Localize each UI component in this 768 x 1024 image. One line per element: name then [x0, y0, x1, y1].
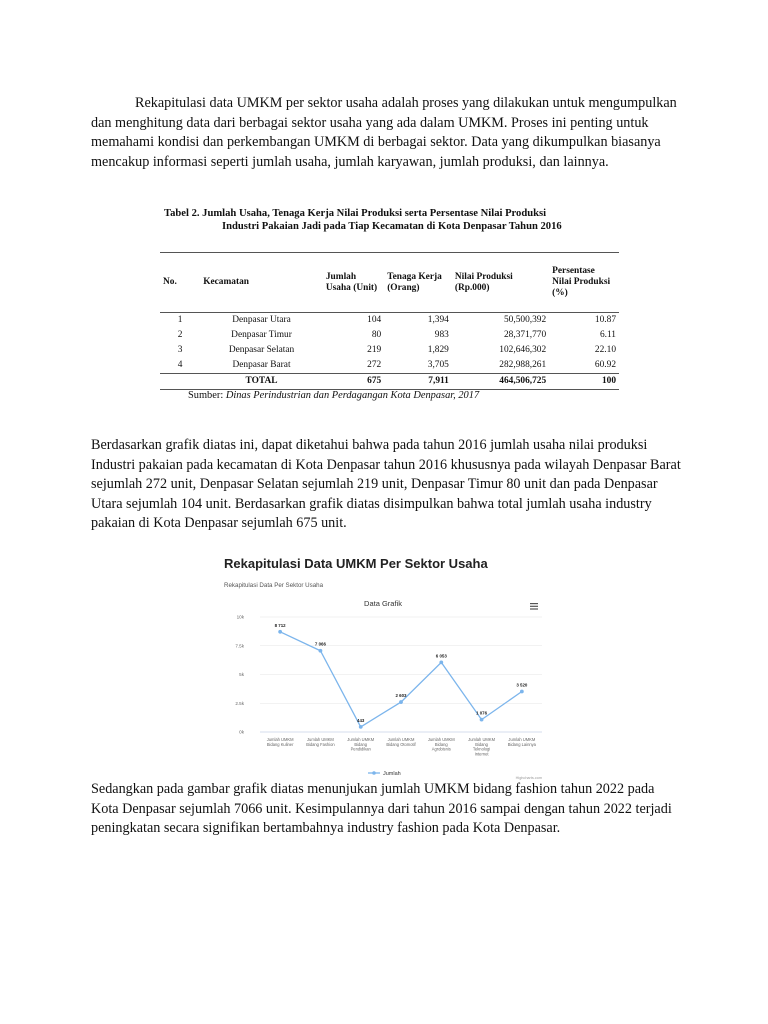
- data-label: 1 076: [476, 710, 488, 716]
- cell-nilai: 282,988,261: [499, 360, 547, 370]
- cell-usaha: 272: [367, 360, 382, 370]
- intro-paragraph: Rekapitulasi data UMKM per sektor usaha adalah proses yang dilakukan untuk mengumpulkan dan menghitung data dari berbagai sektor usaha yang ada dalam UMKM. Proses ini penting untuk memahami kondisi dan perkembangan UMKM di berbagai sektor. Data yang dikumpulkan biasanya mencakup informasi seperti jumlah usaha, jumlah karyawan, jumlah produksi, dan lainnya.: [91, 95, 677, 170]
- x-tick-label: Jumlah UMKM Bidang Fashion: [306, 737, 335, 747]
- header-persen: Persentase Nilai Produksi (%): [549, 253, 619, 313]
- table-total-row: [160, 374, 619, 390]
- cell-persen: 6.11: [599, 330, 616, 340]
- y-tick-label: 7.5k: [235, 643, 244, 649]
- cell-kecamatan: Denpasar Utara: [232, 315, 291, 325]
- umkm-chart: [212, 548, 544, 780]
- total-usaha: 675: [323, 374, 384, 390]
- data-point: [359, 725, 363, 729]
- menu-icon[interactable]: [530, 603, 538, 610]
- data-label: 6 053: [435, 653, 447, 659]
- data-point: [480, 718, 484, 722]
- table-title-line2: Industri Pakaian Jadi pada Tiap Kecamatan di Kota Denpasar Tahun 2016: [222, 221, 562, 232]
- data-label: 443: [357, 717, 365, 723]
- x-tick-label: Jumlah UMKM Bidang Lainnya: [507, 737, 536, 747]
- chart-legend[interactable]: [368, 771, 401, 777]
- cell-empty: [160, 374, 200, 390]
- table-row: [160, 328, 619, 343]
- cell-nilai: 102,646,302: [499, 345, 547, 355]
- y-tick-label: 5k: [239, 672, 244, 677]
- production-table: [160, 252, 619, 390]
- chart-subtitle: Rekapitulasi Data Per Sektor Usaha: [224, 582, 324, 589]
- data-point: [439, 660, 443, 664]
- cell-no: 1: [177, 315, 183, 325]
- header-tenaga: Tenaga Kerja (Orang): [384, 253, 452, 313]
- header-usaha: Jumlah Usaha (Unit): [323, 253, 384, 313]
- chart-title: Rekapitulasi Data UMKM Per Sektor Usaha: [224, 556, 488, 571]
- table-figure: [160, 207, 620, 401]
- cell-no: 2: [177, 330, 183, 340]
- x-tick-label: Jumlah UMKM Bidang Teknologi Internet: [468, 737, 495, 757]
- cell-persen: 22.10: [594, 345, 616, 355]
- y-tick-label: 10k: [236, 614, 244, 620]
- x-tick-label: Jumlah UMKM Bidang Agrobisnis: [427, 737, 455, 752]
- total-persen: 100: [549, 374, 619, 390]
- table-source-text: Dinas Perindustrian dan Perdagangan Kota Denpasar, 2017: [225, 390, 480, 401]
- cell-usaha: 219: [367, 345, 382, 355]
- y-tick-label: 0k: [239, 729, 244, 735]
- data-point: [520, 690, 524, 694]
- total-tenaga: 7,911: [384, 374, 452, 390]
- cell-kecamatan: Denpasar Selatan: [228, 345, 295, 355]
- y-tick-label: 2.5k: [235, 700, 244, 706]
- conclusion-paragraph: Sedangkan pada gambar grafik diatas menunjukan jumlah UMKM bidang fashion tahun 2022 pada Kota Denpasar sejumlah 7066 unit. Kesimpulannya dari tahun 2016 sampai dengan tahun 2022 terjadi peningkatan secara signifikan bertambahnya industry fashion pada Kota Denpasar.: [91, 781, 672, 837]
- cell-persen: 60.92: [594, 360, 616, 370]
- data-point: [399, 700, 403, 704]
- header-no: No.: [160, 253, 200, 313]
- cell-nilai: 50,500,392: [503, 315, 547, 325]
- total-label: TOTAL: [200, 374, 323, 390]
- data-label: 7 066: [314, 641, 326, 647]
- data-point: [319, 649, 323, 653]
- legend-marker: [372, 771, 376, 775]
- table-source: [188, 390, 479, 401]
- legend-label: Jumlah: [383, 771, 401, 777]
- cell-persen: 10.87: [594, 315, 616, 325]
- table-title: [160, 207, 620, 233]
- cell-tenaga: 3,705: [427, 360, 449, 370]
- cell-kecamatan: Denpasar Barat: [232, 360, 291, 370]
- x-tick-label: Jumlah UMKM Bidang Pendidikan: [347, 737, 375, 752]
- table-title-line1: Tabel 2. Jumlah Usaha, Tenaga Kerja Nilai Produksi serta Persentase Nilai Produksi: [164, 208, 547, 219]
- chart-inner-title: Data Grafik: [364, 599, 402, 608]
- cell-no: 3: [177, 345, 183, 355]
- data-point: [278, 630, 282, 634]
- cell-nilai: 28,371,770: [503, 330, 547, 340]
- table-source-prefix: Sumber:: [188, 390, 226, 401]
- cell-tenaga: 1,394: [427, 315, 449, 325]
- total-nilai: 464,506,725: [452, 374, 549, 390]
- table-row: [160, 358, 619, 374]
- cell-tenaga: 983: [434, 330, 449, 340]
- analysis-paragraph: Berdasarkan grafik diatas ini, dapat diketahui bahwa pada tahun 2016 jumlah usaha nilai produksi Industri pakaian pada kecamatan di Kota Denpasar tahun 2016 khususnya pada wilayah Denpasar Barat sejumlah 272 unit, Denpasar Selatan sejumlah 219 unit, Denpasar Timur 80 unit dan pada Denpasar Utara sejumlah 104 unit. Berdasarkan grafik diatas disimpulkan bahwa total jumlah usaha industry pakaian di Kota Denpasar sejumlah 675 unit.: [91, 437, 681, 532]
- table-row: [160, 343, 619, 358]
- cell-usaha: 80: [371, 330, 382, 340]
- chart-svg: [212, 548, 544, 780]
- cell-no: 4: [177, 360, 183, 370]
- cell-kecamatan: Denpasar Timur: [231, 330, 292, 340]
- x-tick-label: Jumlah UMKM Bidang Kuliner: [266, 737, 294, 747]
- data-label: 2 603: [395, 693, 407, 699]
- header-kecamatan: Kecamatan: [200, 253, 323, 313]
- header-nilai: Nilai Produksi (Rp.000): [452, 253, 549, 313]
- cell-tenaga: 1,829: [427, 345, 449, 355]
- x-tick-label: Jumlah UMKM Bidang Otomotif: [386, 737, 416, 747]
- data-label: 3 520: [516, 682, 528, 688]
- table-row: [160, 313, 619, 329]
- cell-usaha: 104: [367, 315, 382, 325]
- chart-credits: Highcharts.com: [515, 776, 542, 780]
- data-label: 8 712: [274, 622, 286, 628]
